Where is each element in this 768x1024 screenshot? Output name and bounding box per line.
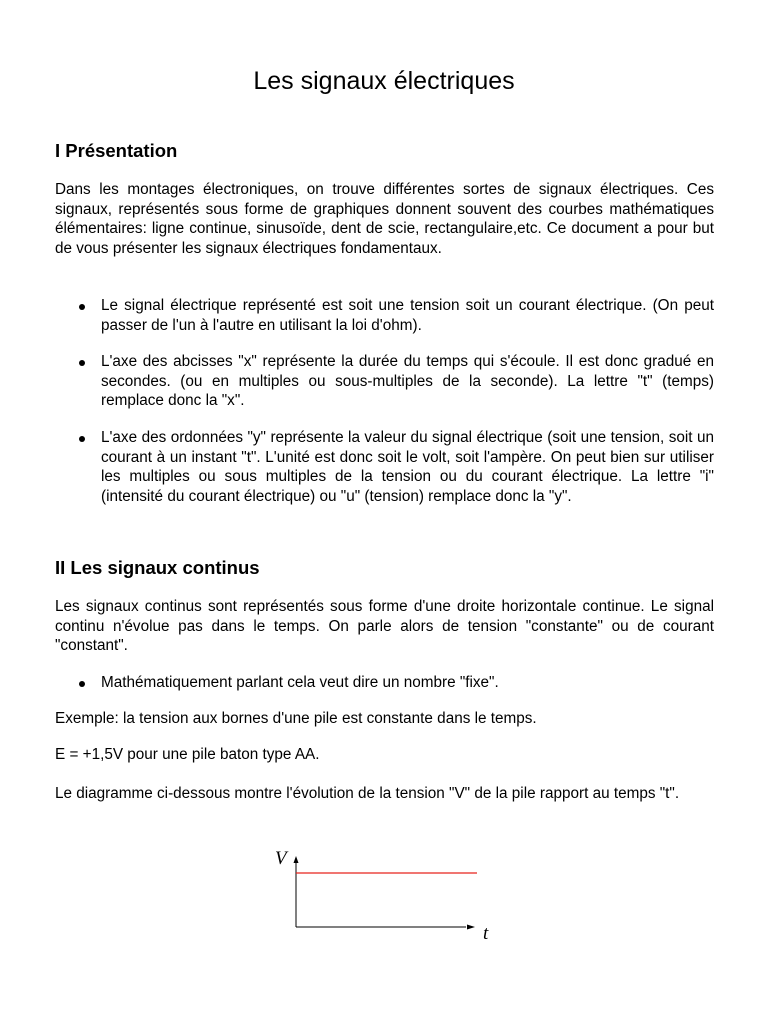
y-axis-arrow-icon xyxy=(294,856,299,863)
list-item xyxy=(55,352,714,411)
list-item-text: Le signal électrique représenté est soit une tension soit un courant électrique. (On peut passer de l'un à l'autre en utilisant la loi d'ohm). xyxy=(101,297,714,334)
x-axis-arrow-icon xyxy=(467,925,475,930)
page-title: Les signaux électriques xyxy=(253,67,515,95)
bullet-icon xyxy=(79,360,85,366)
bullet-icon xyxy=(79,304,85,310)
bullet-icon xyxy=(79,436,85,442)
diagram-intro-paragraph: Le diagramme ci-dessous montre l'évolution de la tension "V" de la pile rapport au temps "t". xyxy=(55,785,680,802)
voltage-time-diagram xyxy=(270,845,510,945)
section-heading-presentation: I Présentation xyxy=(55,140,178,161)
list-item-text: L'axe des abcisses "x" représente la durée du temps qui s'écoule. Il est donc gradué en secondes. (ou en multiples ou sous-multiples de la seconde). La lettre "t" (temps) remplace donc la "x". xyxy=(101,353,714,410)
bullet-icon xyxy=(79,681,85,687)
section1-intro-paragraph: Dans les montages électroniques, on trouve différentes sortes de signaux électriques. Ces signaux, représentés sous forme de graphiques donnent souvent des courbes mathématiques élémentaires: ligne continue, sinusoïde, dent de scie, rectangulaire,etc. Ce document a pour but de vous présenter les signaux électriques fondamentaux. xyxy=(55,181,714,257)
formula-paragraph: E = +1,5V pour une pile baton type AA. xyxy=(55,746,320,763)
list-item-text: Mathématiquement parlant cela veut dire un nombre "fixe". xyxy=(101,674,499,691)
example-paragraph: Exemple: la tension aux bornes d'une pile est constante dans le temps. xyxy=(55,710,537,727)
section-heading-continuous-signals: II Les signaux continus xyxy=(55,557,260,578)
list-item xyxy=(55,296,714,335)
section2-bullet-list xyxy=(55,673,714,693)
section1-bullet-list xyxy=(55,296,714,506)
y-axis-label: V xyxy=(275,848,287,869)
section2-intro-paragraph: Les signaux continus sont représentés sous forme d'une droite horizontale continue. Le signal continu n'évolue pas dans le temps. On parle alors de tension "constante" ou de courant "constant". xyxy=(55,598,714,655)
list-item-text: L'axe des ordonnées "y" représente la valeur du signal électrique (soit une tension, soit un courant à un instant "t". L'unité est donc soit le volt, soit l'ampère. On peut bien sur utiliser les multiples ou sous multiples de la tension ou du courant électrique. La lettre "i" (intensité du courant électrique) ou "u" (tension) remplace donc la "y". xyxy=(101,428,714,505)
x-axis-label: t xyxy=(483,923,489,944)
list-item xyxy=(55,428,714,506)
list-item xyxy=(55,673,714,693)
